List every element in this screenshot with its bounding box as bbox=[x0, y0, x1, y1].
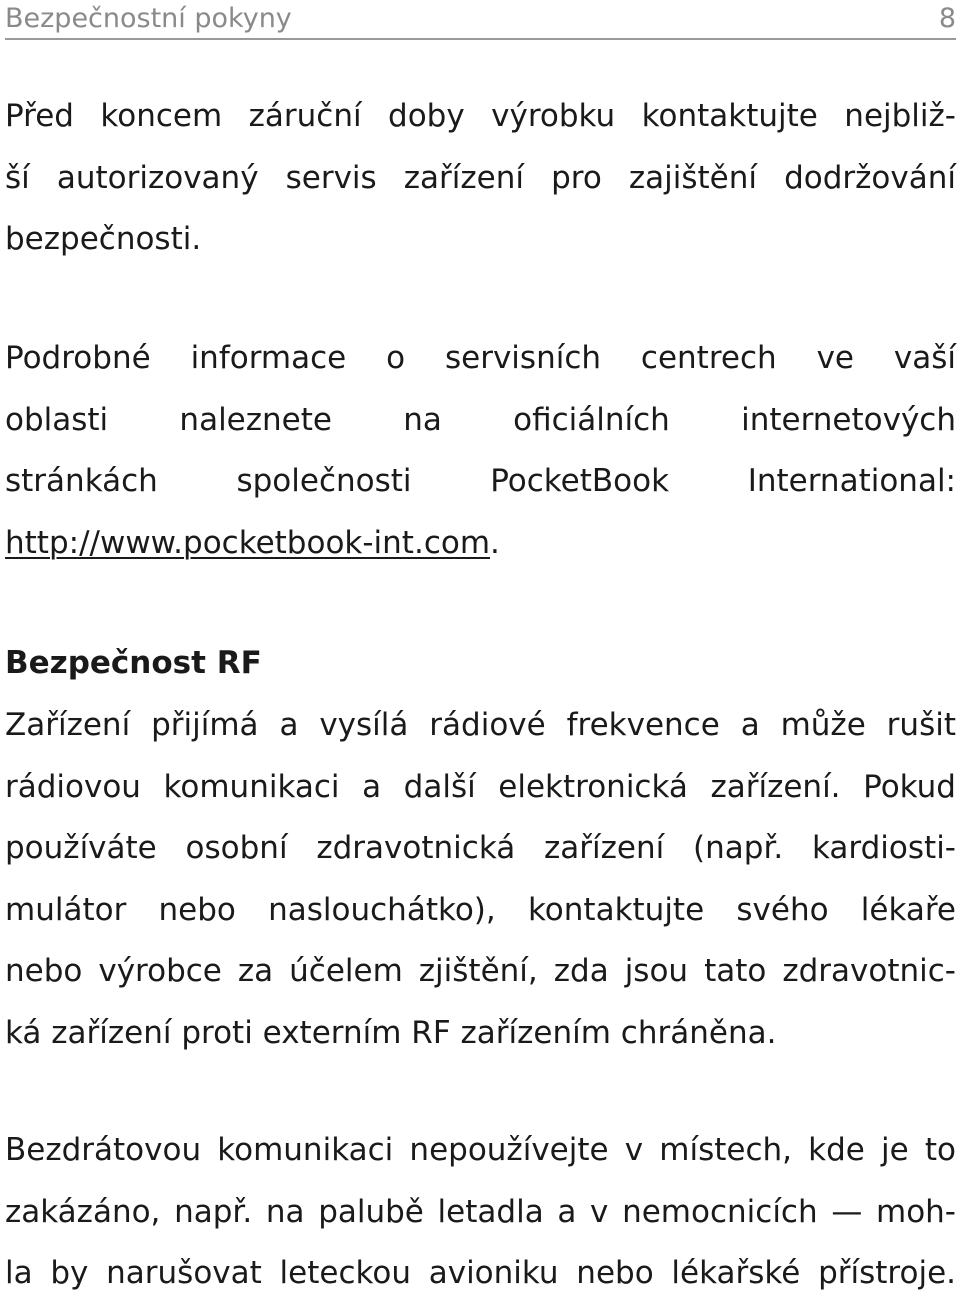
link-trailing-period: . bbox=[490, 524, 500, 561]
text-line-link bbox=[5, 513, 956, 575]
text-line: oblasti naleznete na oficiálních internetových bbox=[5, 401, 956, 438]
pocketbook-website-link[interactable]: http://www.pocketbook-int.com bbox=[5, 524, 491, 561]
page-number: 8 bbox=[938, 3, 956, 34]
text-line: mulátor nebo naslouchátko), kontaktujte svého lékaře bbox=[5, 891, 956, 928]
text-line: Bezdrátovou komunikaci nepoužívejte v místech, kde je to bbox=[5, 1132, 956, 1168]
text-line: Zařízení přijímá a vysílá rádiové frekvence a může rušit bbox=[5, 707, 956, 743]
text-line: la by narušovat leteckou avioniku nebo lékařské přístroje. bbox=[5, 1255, 956, 1291]
text-line: rádiovou komunikaci a další elektronická zařízení. Pokud bbox=[5, 768, 956, 805]
paragraph-service-centers bbox=[5, 328, 956, 574]
text-line: ší autorizovaný servis zařízení pro zajištění dodržování bbox=[5, 159, 956, 196]
paragraph-wireless-restrictions bbox=[5, 1120, 956, 1305]
document-page bbox=[5, 0, 956, 1294]
page-header bbox=[5, 0, 956, 40]
section-title: Bezpečnostní pokyny bbox=[5, 3, 292, 34]
text-line: stránkách společnosti PocketBook International: bbox=[5, 463, 956, 499]
heading-rf-safety: Bezpečnost RF bbox=[5, 645, 262, 681]
paragraph-warranty-service bbox=[5, 86, 956, 271]
text-line: bezpečnosti. bbox=[5, 221, 202, 257]
text-line: nebo výrobce za účelem zjištění, zda jsou tato zdravotnic- bbox=[5, 953, 956, 989]
text-line: Před koncem záruční doby výrobku kontaktujte nejbliž- bbox=[5, 98, 956, 134]
text-line: ká zařízení proti externím RF zařízením chráněna. bbox=[5, 1014, 777, 1051]
text-line: používáte osobní zdravotnická zařízení (např. kardiosti- bbox=[5, 830, 956, 866]
text-line: Podrobné informace o servisních centrech ve vaší bbox=[5, 340, 956, 376]
text-line: zakázáno, např. na palubě letadla a v nemocnicích — moh- bbox=[5, 1193, 956, 1230]
paragraph-rf-safety bbox=[5, 695, 956, 1064]
